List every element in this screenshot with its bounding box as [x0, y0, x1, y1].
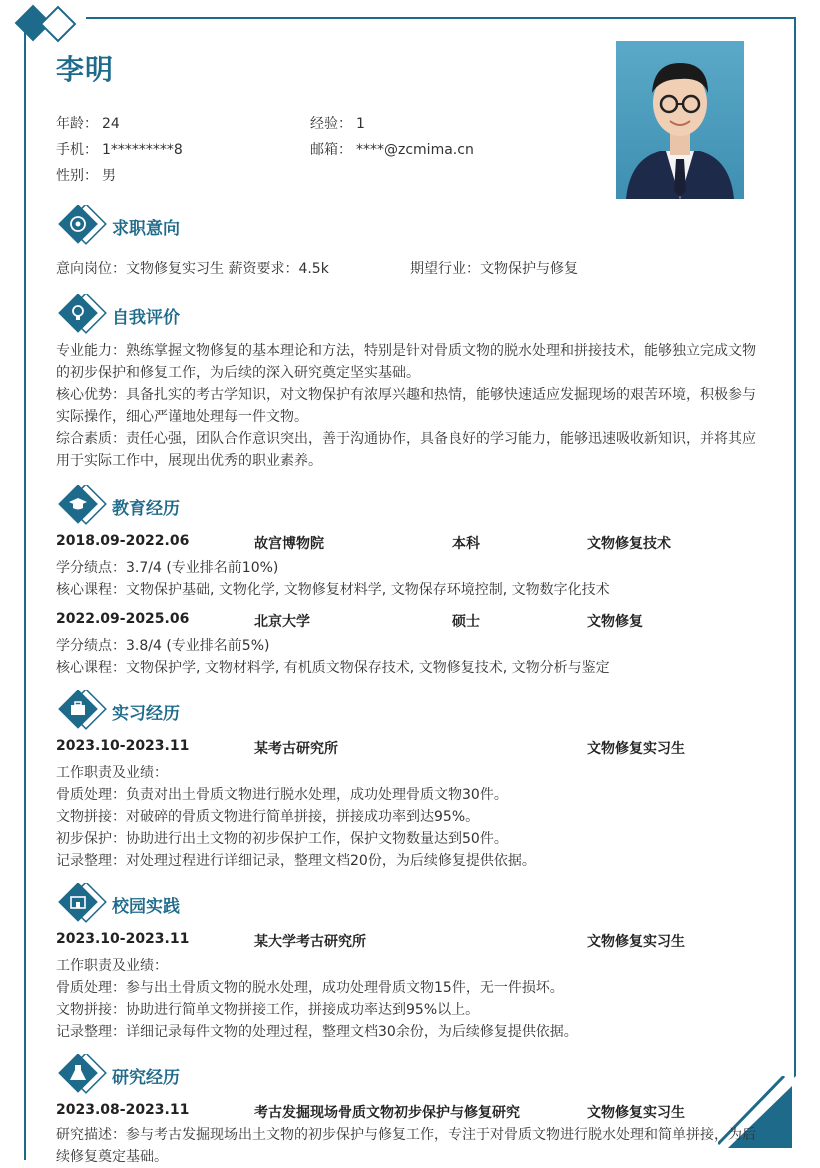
frame-right-line	[794, 17, 796, 1147]
intern-line: 工作职责及业绩：	[56, 765, 168, 781]
section-title-research: 研究经历	[112, 1068, 180, 1088]
edu-2-major: 文物修复	[587, 614, 643, 630]
email-field	[310, 139, 474, 159]
edu-1-courses: 核心课程：文物保护基础, 文物化学, 文物修复材料学, 文物保存环境控制, 文物数字化技术	[56, 582, 610, 598]
edu-2-degree: 硕士	[452, 614, 480, 630]
candidate-name: 李明	[56, 53, 115, 86]
campus-org: 某大学考古研究所	[254, 934, 366, 950]
intent-industry: 期望行业：文物保护与修复	[410, 261, 578, 277]
lightbulb-icon	[58, 294, 108, 334]
edu-1-major: 文物修复技术	[587, 536, 671, 552]
target-icon	[58, 205, 108, 245]
research-org: 考古发掘现场骨质文物初步保护与修复研究	[254, 1105, 520, 1121]
email-label: 邮箱：	[310, 142, 352, 158]
section-header-education	[58, 485, 318, 525]
campus-role: 文物修复实习生	[587, 934, 685, 950]
intern-period: 2023.10-2023.11	[56, 738, 190, 754]
age-field	[56, 113, 120, 133]
section-title-campus: 校园实践	[112, 897, 180, 917]
campus-line: 工作职责及业绩：	[56, 958, 168, 974]
flask-icon	[58, 1054, 108, 1094]
section-title-intent: 求职意向	[112, 219, 180, 239]
profile-photo	[616, 41, 744, 199]
intern-line: 记录整理：对处理过程进行详细记录，整理文档20份，为后续修复提供依据。	[56, 853, 536, 869]
frame-top-line	[86, 17, 796, 19]
edu-2-courses: 核心课程：文物保护学, 文物材料学, 有机质文物保存技术, 文物修复技术, 文物分析与鉴定	[56, 660, 610, 676]
briefcase-icon	[58, 690, 108, 730]
intent-position-salary: 意向岗位：文物修复实习生 薪资要求：4.5k	[56, 261, 329, 277]
gender-label: 性别：	[56, 168, 98, 184]
email-value: ****@zcmima.cn	[356, 142, 474, 158]
diamond-logo-icon	[10, 4, 80, 48]
section-header-campus	[58, 883, 318, 923]
age-label: 年龄：	[56, 116, 98, 132]
intern-line: 初步保护：协助进行出土文物的初步保护工作，保护文物数量达到50件。	[56, 831, 508, 847]
section-header-intent	[58, 205, 318, 245]
section-header-internship	[58, 690, 318, 730]
age-value: 24	[102, 116, 120, 132]
campus-line: 文物拼接：协助进行简单文物拼接工作，拼接成功率达到95%以上。	[56, 1002, 480, 1018]
intern-role: 文物修复实习生	[587, 741, 685, 757]
self-eval-quality: 综合素质：责任心强，团队合作意识突出，善于沟通协作，具备良好的学习能力，能够迅速吸收新知识，并将其应用于实际工作中，展现出优秀的职业素养。	[56, 431, 756, 469]
self-eval-advantage: 核心优势：具备扎实的考古学知识，对文物保护有浓厚兴趣和热情，能够快速适应发掘现场的艰苦环境，积极参与实际操作，细心严谨地处理每一件文物。	[56, 387, 756, 425]
school-building-icon	[58, 883, 108, 923]
edu-1-period: 2018.09-2022.06	[56, 533, 190, 549]
campus-line: 记录整理：详细记录每件文物的处理过程，整理文档30余份，为后续修复提供依据。	[56, 1024, 578, 1040]
section-header-research	[58, 1054, 318, 1094]
experience-field	[310, 113, 365, 133]
self-eval-professional: 专业能力：熟练掌握文物修复的基本理论和方法，特别是针对骨质文物的脱水处理和拼接技术，能够独立完成文物的初步保护和修复工作，为后续的深入研究奠定坚实基础。	[56, 343, 756, 381]
intern-line: 骨质处理：负责对出土骨质文物进行脱水处理，成功处理骨质文物30件。	[56, 787, 508, 803]
phone-field	[56, 139, 183, 159]
edu-1-degree: 本科	[452, 536, 480, 552]
intern-line: 文物拼接：对破碎的骨质文物进行简单拼接，拼接成功率到达95%。	[56, 809, 480, 825]
research-role: 文物修复实习生	[587, 1105, 685, 1121]
phone-label: 手机：	[56, 142, 98, 158]
portrait-illustration	[616, 41, 744, 199]
section-title-internship: 实习经历	[112, 704, 180, 724]
edu-1-gpa: 学分绩点：3.7/4 (专业排名前10%)	[56, 560, 279, 576]
edu-1-school: 故宫博物院	[254, 536, 324, 552]
intern-org: 某考古研究所	[254, 741, 338, 757]
edu-2-gpa: 学分绩点：3.8/4 (专业排名前5%)	[56, 638, 270, 654]
campus-line: 骨质处理：参与出土骨质文物的脱水处理，成功处理骨质文物15件，无一件损坏。	[56, 980, 564, 996]
research-period: 2023.08-2023.11	[56, 1102, 190, 1118]
edu-2-school: 北京大学	[254, 614, 310, 630]
experience-value: 1	[356, 116, 365, 132]
research-description: 研究描述：参与考古发掘现场出土文物的初步保护与修复工作，专注于对骨质文物进行脱水处理和简单拼接，为后续修复奠定基础。	[56, 1127, 756, 1165]
section-title-self-eval: 自我评价	[112, 308, 180, 328]
section-header-self-eval	[58, 294, 318, 334]
section-title-education: 教育经历	[112, 499, 180, 519]
experience-label: 经验：	[310, 116, 352, 132]
edu-2-period: 2022.09-2025.06	[56, 611, 190, 627]
phone-value: 1*********8	[102, 142, 183, 158]
frame-left-line	[24, 30, 26, 1160]
graduation-cap-icon	[58, 485, 108, 525]
gender-value: 男	[102, 168, 116, 184]
campus-period: 2023.10-2023.11	[56, 931, 190, 947]
gender-field	[56, 165, 116, 185]
